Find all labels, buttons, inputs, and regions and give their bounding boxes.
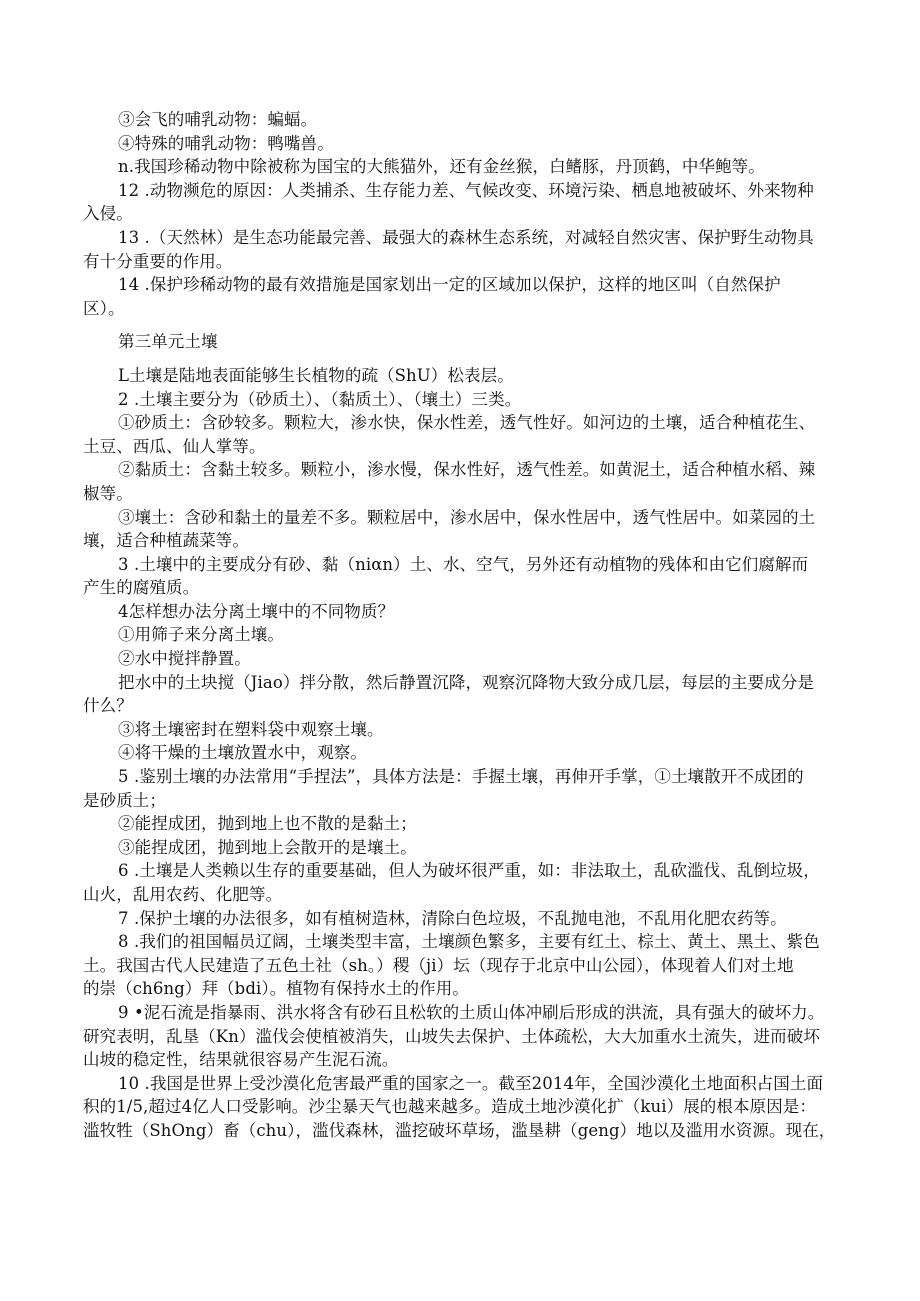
text-line: 的崇（ch6ng）拜（bdi）。植物有保持水土的作用。: [83, 979, 469, 999]
text-line: 7 .保护土壤的办法很多，如有植树造林，清除白色垃圾，不乱抛电池，不乱用化肥农药等。: [118, 908, 787, 928]
text-line: 3 .土壤中的主要成分有砂、黏（niαn）土、水、空气，另外还有动植物的残体和由它们腐解而: [118, 554, 809, 574]
text-line: 12 .动物濒危的原因：人类捕杀、生存能力差、气候改变、环境污染、栖息地被破坏、外来物种: [118, 180, 814, 200]
text-line: ②能捏成团，抛到地上也不散的是黏土；: [118, 814, 417, 834]
text-line: ①砂质土：含砂较多。颗粒大，渗水快，保水性差，透气性好。如河边的土壤，适合种植花生、: [118, 413, 816, 433]
text-line: 6 .土壤是人类赖以生存的重要基础，但人为破坏很严重，如：非法取土，乱砍滥伐、乱倒垃圾，: [118, 861, 820, 881]
text-line: 4怎样想办法分离土壤中的不同物质？: [118, 601, 395, 621]
text-line: ③壤土：含砂和黏土的量差不多。颗粒居中，渗水居中，保水性居中，透气性居中。如菜园的土: [118, 507, 816, 527]
text-line: ③能捏成团，抛到地上会散开的是壤土。: [118, 837, 417, 857]
text-line: 积的1/5,超过4亿人口受影响。沙尘暴天气也越来越多。造成土地沙漠化扩（kui）展的根本原因是：: [83, 1097, 816, 1117]
text-line: 山火，乱用农药、化肥等。: [83, 885, 283, 904]
text-line: 有十分重要的作用。: [83, 251, 233, 271]
text-line: n.我国珍稀动物中除被称为国宝的大熊猫外，还有金丝猴，白鳍豚，丹顶鹤，中华鲍等。: [118, 157, 765, 177]
document-page: [83, 108, 843, 1143]
text-line: 山坡的稳定性，结果就很容易产生泥石流。: [83, 1050, 399, 1070]
text-line: 10 .我国是世界上受沙漠化危害最严重的国家之一。截至2014年，全国沙漠化土地面积占国土面: [118, 1073, 824, 1093]
text-line: 土。我国古代人民建造了五色土社（sh。）稷（ji）坛（现存于北京中山公园），体现着人们对土地: [83, 955, 794, 975]
text-line: ③将土壤密封在塑料袋中观察土壤。: [118, 719, 384, 739]
text-line: 2 .土壤主要分为（砂质土）、（黏质土）、（壤土）三类。: [118, 389, 522, 409]
text-line: 土豆、西瓜、仙人掌等。: [83, 436, 266, 456]
text-line: 区）。: [83, 298, 125, 318]
text-line: 产生的腐殖质。: [83, 578, 200, 598]
text-line: 什么？: [83, 696, 133, 716]
text-line: ①用筛子来分离土壤。: [118, 625, 284, 645]
text-line: 8 .我们的祖国幅员辽阔，土壤类型丰富，土壤颜色繁多，主要有红土、棕土、黄土、黑土、紫色: [118, 932, 820, 952]
text-line: 滥牧牲（ShOng）畜（chu），滥伐森林，滥挖破坏草场，滥垦耕（geng）地以及滥用水资源。现在，: [83, 1120, 836, 1140]
text-line: 13 .（天然林）是生态功能最完善、最强大的森林生态系统，对减轻自然灾害、保护野生动物具: [118, 227, 814, 247]
text-line: 椒等。: [83, 483, 133, 503]
text-line: 壤，适合种植蔬菜等。: [83, 531, 249, 551]
text-line: 9 •泥石流是指暴雨、洪水将含有砂石且松软的土质山体冲刷后形成的洪流，具有强大的破坏力。: [118, 1002, 825, 1022]
text-line: ②黏质土：含黏土较多。颗粒小，渗水慢，保水性好，透气性差。如黄泥土，适合种植水稻、辣: [118, 460, 816, 480]
text-line: 是砂质土；: [83, 790, 166, 810]
text-line: 14 .保护珍稀动物的最有效措施是国家划出一定的区域加以保护，这样的地区叫（自然保护: [118, 275, 781, 295]
text-line: ②水中搅拌静置。: [118, 649, 251, 669]
text-line: L土壤是陆地表面能够生长植物的疏（ShU）松表层。: [118, 365, 514, 385]
text-line: ④特殊的哺乳动物：鸭嘴兽。: [118, 133, 334, 153]
text-line: 入侵。: [83, 204, 133, 224]
section-heading: 第三单元土壤: [118, 332, 218, 352]
text-line: 5 .鉴别土壤的办法常用“手捏法”，具体方法是：手握土壤，再伸开手掌，①土壤散开不成团的: [118, 767, 804, 787]
text-line: 把水中的土块搅（Jiao）拌分散，然后静置沉降，观察沉降物大致分成几层，每层的主要成分是: [118, 672, 815, 692]
text-line: 研究表明，乱垦（Kn）滥伐会使植被消失，山坡失去保护、土体疏松，大大加重水土流失，进而破坏: [83, 1026, 820, 1046]
text-line: ④将干燥的土壤放置水中，观察。: [118, 743, 367, 763]
text-line: ③会飞的哺乳动物：蝙蝠。: [118, 110, 318, 129]
